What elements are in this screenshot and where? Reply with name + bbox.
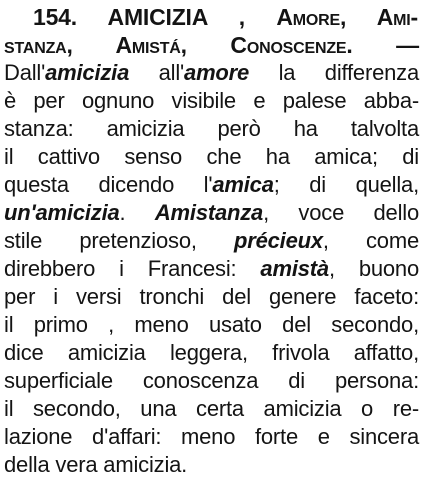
entry-number: 154.: [33, 4, 108, 30]
text-segment: stanza: amicizia però ha talvolta: [4, 116, 419, 141]
text-segment: è per ognuno visibile e palese abba-: [4, 88, 419, 113]
text-segment: .: [119, 200, 155, 225]
entry-heading: AMICIZIA ,: [107, 4, 277, 30]
text-line-15: [4, 395, 419, 423]
text-segment: per i versi tronchi del genere faceto:: [4, 284, 419, 309]
text-line-4: [4, 87, 419, 115]
italic-term: amore: [184, 60, 250, 85]
entry-heading: stanza, Amistá, Conoscenze. —: [4, 32, 419, 58]
text-line-12: [4, 311, 419, 339]
text-line-2: [4, 31, 419, 59]
text-segment: Dall': [4, 60, 46, 85]
text-segment: dice amicizia leggera, frivola affatto,: [4, 340, 419, 365]
text-line-11: [4, 283, 419, 311]
text-line-14: [4, 367, 419, 395]
text-line-5: [4, 115, 419, 143]
text-line-6: [4, 143, 419, 171]
text-line-13: [4, 339, 419, 367]
text-line-3: [4, 59, 419, 87]
text-segment: , come: [322, 228, 419, 253]
text-segment: questa dicendo l': [4, 172, 213, 197]
italic-term: un'amicizia: [4, 200, 120, 225]
italic-term: amicizia: [45, 60, 130, 85]
text-segment: all': [129, 60, 185, 85]
text-segment: la differenza: [249, 60, 419, 85]
text-segment: lazione d'affari: meno forte e sincera: [4, 424, 419, 449]
text-line-1: [33, 3, 418, 31]
text-segment: , voce dello: [263, 200, 420, 225]
text-segment: ; di quella,: [273, 172, 419, 197]
text-line-10: [4, 255, 419, 283]
text-segment: il cattivo senso che ha amica; di: [4, 144, 419, 169]
text-line-17: [4, 451, 419, 479]
italic-term: amistà: [260, 256, 329, 281]
text-line-9: [4, 227, 419, 255]
entry-heading: Amore, Ami-: [276, 4, 418, 30]
italic-term: précieux: [233, 228, 323, 253]
italic-term: amica: [212, 172, 274, 197]
text-segment: stile pretenzioso,: [4, 228, 234, 253]
text-segment: , buono: [328, 256, 419, 281]
text-line-16: [4, 423, 419, 451]
text-segment: superficiale conoscenza di persona:: [4, 368, 419, 393]
text-segment: della vera amicizia.: [4, 452, 188, 477]
text-line-8: [4, 199, 419, 227]
text-segment: il secondo, una certa amicizia o re-: [4, 396, 419, 421]
text-segment: il primo , meno usato del secondo,: [4, 312, 419, 337]
text-line-7: [4, 171, 419, 199]
italic-term: Amistanza: [154, 200, 264, 225]
text-segment: direbbero i Francesi:: [4, 256, 261, 281]
